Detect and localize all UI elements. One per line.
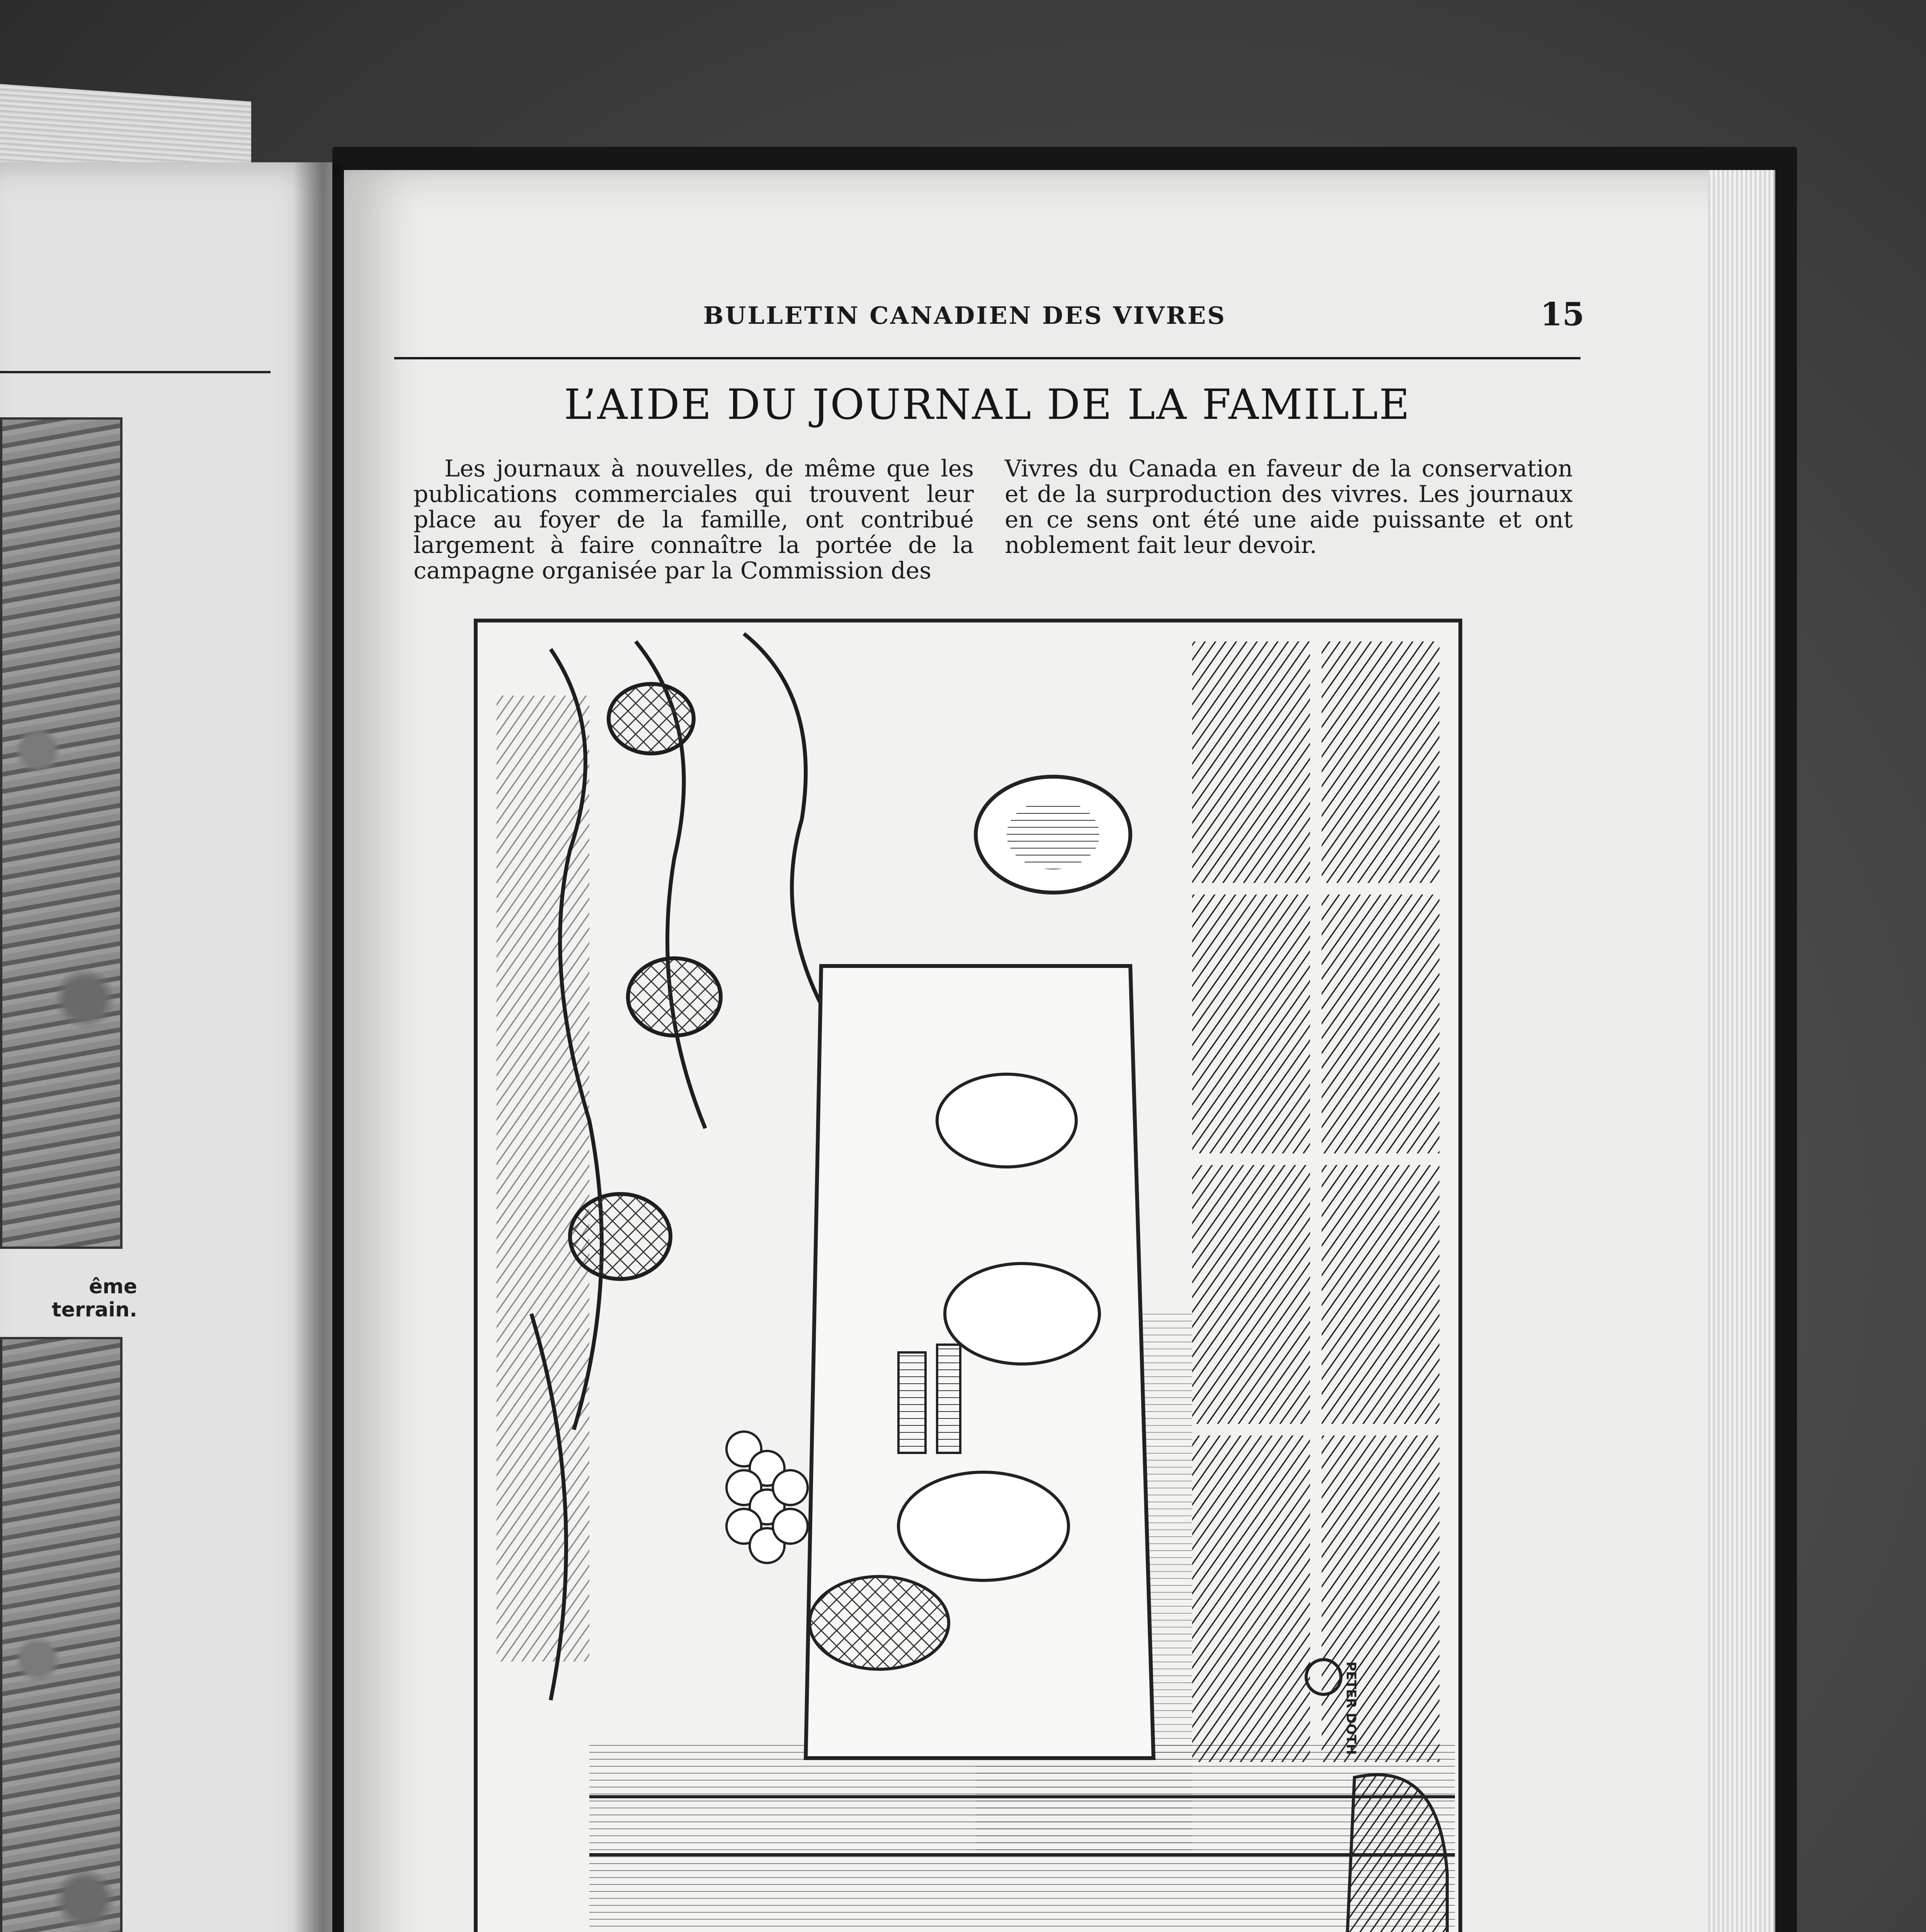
running-head xyxy=(483,296,1584,340)
left-page-caption-top: ême terrain. xyxy=(51,1275,137,1321)
running-title: BULLETIN CANADIEN DES VIVRES xyxy=(703,301,1226,330)
floor xyxy=(589,1739,1455,1932)
header-rule xyxy=(394,357,1581,359)
left-page-rule xyxy=(0,371,271,373)
right-page-edge xyxy=(1708,170,1775,1932)
window xyxy=(1192,641,1439,1762)
illustration-drawing xyxy=(473,618,1463,1932)
left-page-photo-top xyxy=(0,417,123,1249)
article-title: L’AIDE DU JOURNAL DE LA FAMILLE xyxy=(564,381,1411,429)
intro-right-column xyxy=(1005,456,1573,558)
intro-right-paragraph: Vivres du Canada en faveur de la conservation et de la surproduction des vivres. Les journaux en ce sens ont été une aide puissante et ont noblement fait leur devoir. xyxy=(1005,455,1573,559)
page-number: 15 xyxy=(1540,296,1584,333)
intro-left-column xyxy=(413,456,974,583)
intro-left-paragraph: Les journaux à nouvelles, de même que les publications commerciales qui trouvent leur place au foyer de la famille, ont contribué largement à faire connaître la portée de la campagne organisée par la Commission des xyxy=(413,455,974,584)
book-gutter xyxy=(294,162,352,1932)
left-page-photo-bottom xyxy=(0,1337,123,1932)
dinner-table-illustration xyxy=(473,618,1463,1932)
artist-signature: PETER DOTH xyxy=(1343,1662,1359,1755)
